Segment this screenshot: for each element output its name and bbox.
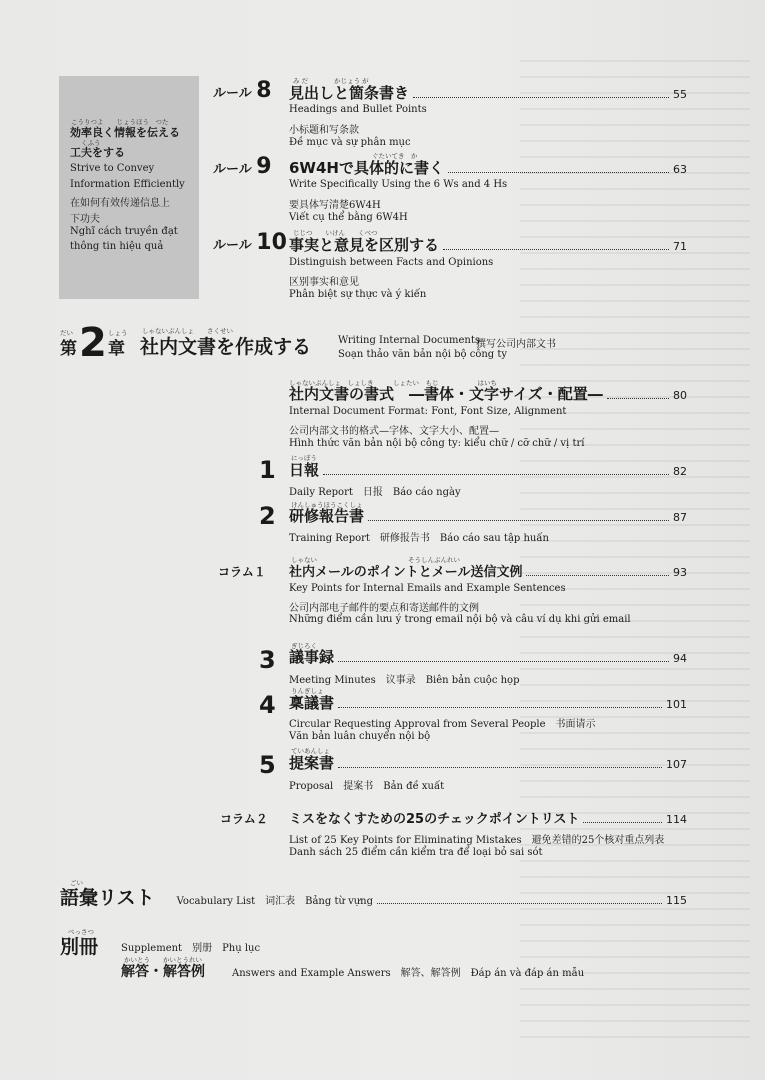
column-2-page: 114 — [666, 813, 687, 826]
item-4-line-2: Văn bản luân chuyển nội bộ — [289, 731, 431, 742]
chapter-dai: 第 — [60, 339, 77, 359]
column-1-title-row[interactable]: 社内メールのポイントとメール送信文例 93 — [289, 565, 687, 580]
item-1-number: 1 — [259, 456, 276, 484]
sidebox-title-line-2: 工夫をする — [70, 146, 125, 159]
item-1-line: Daily Report 日报 Báo cáo ngày — [289, 487, 461, 498]
column-2-label: コラム２ — [220, 812, 268, 826]
item-3-line: Meeting Minutes 议事录 Biên bản cuộc họp — [289, 675, 520, 686]
item-5-line: Proposal 提案书 Bản đề xuất — [289, 781, 445, 792]
chapter-vi: Soạn thảo văn bản nội bộ công ty — [338, 349, 508, 360]
supplement-title[interactable]: 別冊 — [60, 936, 99, 958]
item-3-number: 3 — [259, 646, 276, 674]
vocab-title-row[interactable]: 語彙リスト Vocabulary List 词汇表 Bảng từ vựng 115 — [60, 887, 687, 909]
intro-zh: 公司内部文书的格式—字体、文字大小、配置— — [289, 426, 499, 437]
rule-10-label: ルール 10 — [213, 230, 287, 255]
chapter-en: Writing Internal Documents — [338, 335, 481, 346]
sidebox-ruby-1: こうりつよ じょうほう つた — [71, 118, 169, 126]
sidebox-vi-2: thông tin hiệu quả — [70, 241, 164, 252]
rule-10-ruby: じじつ いけん くべつ — [293, 229, 378, 237]
rule-10-page: 71 — [673, 240, 687, 253]
rule-8-ruby: み だ かじょう が — [293, 77, 369, 85]
chapter-ruby-sho: しょう — [108, 329, 128, 337]
column-1-page: 93 — [673, 566, 687, 579]
column-1-vi: Những điểm cần lưu ý trong email nội bộ và câu ví dụ khi gửi email — [289, 614, 631, 625]
chapter-title[interactable]: 社内文書を作成する — [140, 336, 312, 358]
sidebox-vi-1: Nghĩ cách truyền đạt — [70, 226, 178, 237]
answers-title[interactable]: 解答・解答例 — [121, 964, 205, 980]
intro-title-row[interactable]: 社内文書の書式 ―書体・文字サイズ・配置― 80 — [289, 385, 687, 403]
rule-8-page: 55 — [673, 88, 687, 101]
item-1-page: 82 — [673, 465, 687, 478]
item-2-title-row[interactable]: 研修報告書 87 — [289, 507, 687, 525]
column-2-vi: Danh sách 25 điểm cần kiểm tra để loại bỏ sai sót — [289, 847, 543, 858]
item-5-page: 107 — [666, 758, 687, 771]
item-3-page: 94 — [673, 652, 687, 665]
item-2-page: 87 — [673, 511, 687, 524]
answers-ruby: かいとう かいとうれい — [124, 956, 202, 964]
rule-10-zh: 区别事实和意见 — [289, 277, 359, 288]
item-2-line: Training Report 研修报告书 Báo cáo sau tập huấn — [289, 533, 549, 544]
rule-9-title-row[interactable]: 6W4Hで具体的に書く 63 — [289, 159, 687, 177]
rule-9-ruby: ぐたいてき か — [372, 152, 418, 160]
intro-en: Internal Document Format: Font, Font Size, Alignment — [289, 406, 567, 417]
rule-8-zh: 小标题和写条款 — [289, 125, 359, 136]
item-5-ruby: ていあんしょ — [291, 747, 330, 755]
item-4-number: 4 — [259, 691, 276, 719]
item-3-title-row[interactable]: 議事録 94 — [289, 648, 687, 666]
chapter-title-ruby: しゃないぶんしょ さくせい — [142, 327, 233, 335]
vocab-ruby: ごい — [70, 879, 83, 887]
supplement-ruby: べっさつ — [68, 928, 94, 936]
rule-9-page: 63 — [673, 163, 687, 176]
rule-10-vi: Phân biệt sự thực và ý kiến — [289, 289, 427, 300]
rule-10-title-row[interactable]: 事実と意見を区別する 71 — [289, 236, 687, 254]
sidebox-en-1: Strive to Convey — [70, 163, 155, 174]
intro-page: 80 — [673, 389, 687, 402]
item-4-page: 101 — [666, 698, 687, 711]
rule-9-vi: Viết cụ thể bằng 6W4H — [289, 212, 408, 223]
column-1-label: コラム１ — [218, 565, 266, 579]
item-4-ruby: りんぎしょ — [291, 687, 324, 695]
intro-vi: Hình thức văn bản nội bộ công ty: kiểu chữ / cỡ chữ / vị trí — [289, 438, 585, 449]
chapter-sho: 章 — [108, 339, 125, 359]
rule-9-zh: 要具体写清楚6W4H — [289, 200, 381, 211]
sidebox-title-line-1: 効率良く情報を伝える — [70, 126, 180, 139]
chapter-zh: 撰写公司内部文书 — [476, 339, 556, 350]
sidebox-zh-2: 下功夫 — [70, 214, 100, 225]
rule-9-label: ルール 9 — [213, 154, 272, 179]
rule-8-vi: Đề mục và sự phân mục — [289, 137, 411, 148]
sidebox-en-2: Information Efficiently — [70, 179, 185, 190]
answers-line: Answers and Example Answers 解答、解答例 Đáp án và đáp án mẫu — [232, 968, 585, 979]
supplement-line: Supplement 别册 Phụ lục — [121, 943, 261, 954]
item-2-number: 2 — [259, 502, 276, 530]
column-2-en-zh: List of 25 Key Points for Eliminating Mistakes 避免差错的25个核对重点列表 — [289, 835, 665, 846]
item-4-title-row[interactable]: 稟議書 101 — [289, 694, 687, 712]
item-5-number: 5 — [259, 751, 276, 779]
item-1-title-row[interactable]: 日報 82 — [289, 461, 687, 479]
sidebox-ruby-2: くふう — [81, 139, 101, 147]
item-4-line: Circular Requesting Approval from Several People 书面请示 — [289, 719, 596, 730]
vocab-en: Vocabulary List 词汇表 Bảng từ vựng — [176, 896, 374, 907]
rule-8-title-row[interactable]: 見出しと箇条書き 55 — [289, 84, 687, 102]
item-2-ruby: けんしゅうほうこくしょ — [291, 501, 363, 509]
item-3-ruby: ぎじろく — [291, 642, 317, 650]
column-1-ruby: しゃない そうしんぶんれい — [291, 556, 460, 564]
sidebox-zh-1: 在如何有效传递信息上 — [70, 198, 170, 209]
rule-9-en: Write Specifically Using the 6 Ws and 4 Hs — [289, 179, 508, 190]
intro-ruby: しゃないぶんしょ しょしき しょたい もじ はいち — [289, 379, 497, 387]
rule-10-en: Distinguish between Facts and Opinions — [289, 257, 494, 268]
item-5-title-row[interactable]: 提案書 107 — [289, 754, 687, 772]
vocab-page: 115 — [666, 894, 687, 907]
section-sidebox — [59, 76, 199, 299]
chapter-ruby-dai: だい — [60, 329, 73, 337]
item-1-ruby: にっぽう — [291, 454, 317, 462]
column-1-en: Key Points for Internal Emails and Example Sentences — [289, 583, 566, 594]
rule-8-label: ルール 8 — [213, 78, 272, 103]
column-1-zh: 公司内部电子邮件的要点和寄送邮件的文例 — [289, 603, 479, 614]
chapter-number: 2 — [79, 320, 107, 366]
column-2-title-row[interactable]: ミスをなくすための25のチェックポイントリスト 114 — [289, 812, 687, 827]
rule-8-en: Headings and Bullet Points — [289, 104, 427, 115]
